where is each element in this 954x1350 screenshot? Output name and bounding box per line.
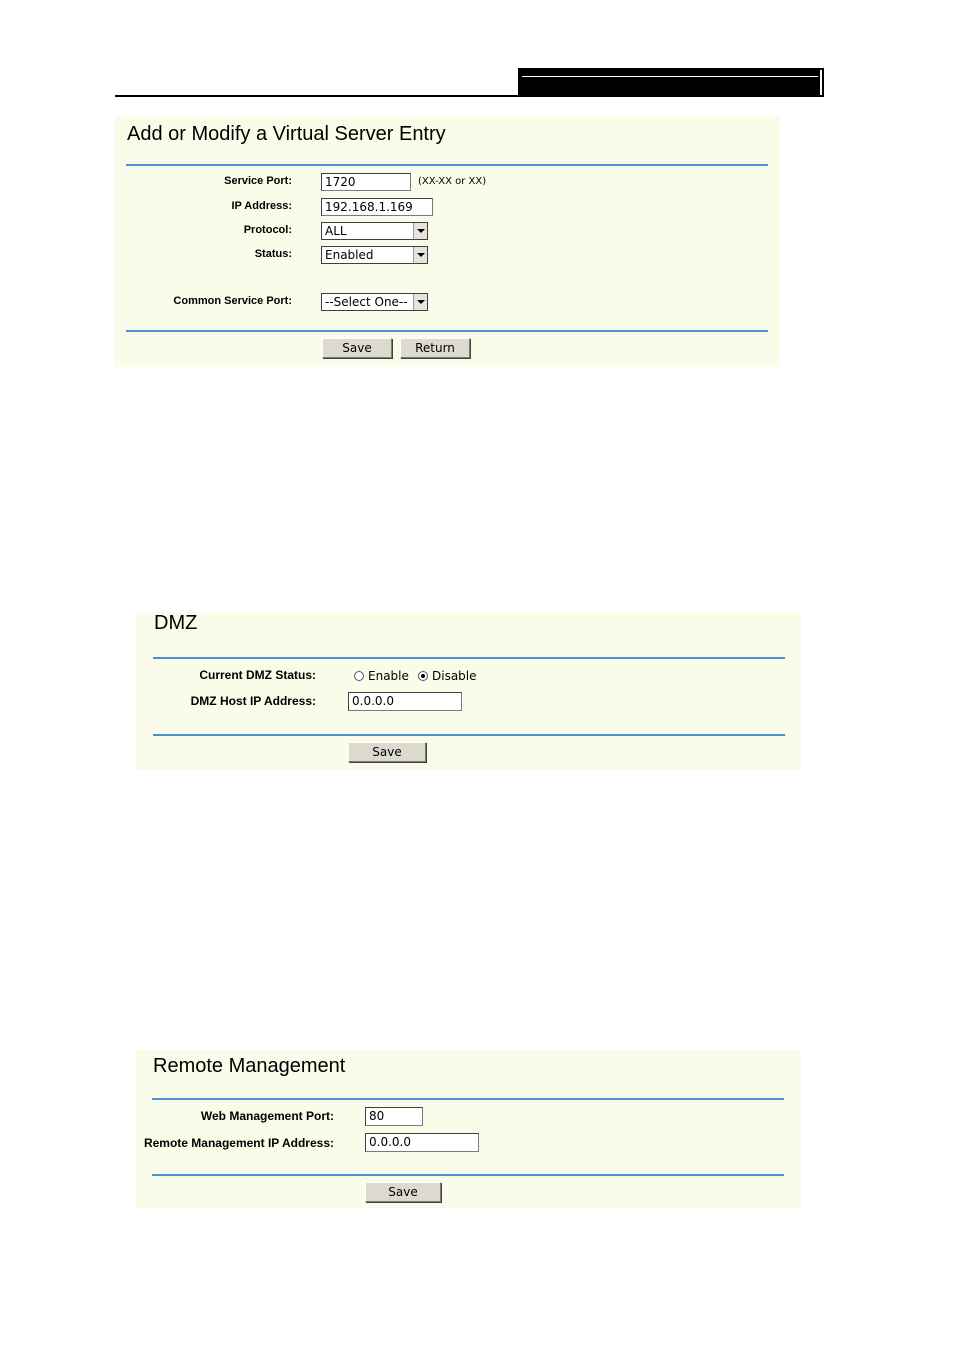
top-divider [126,164,768,166]
remote-management-ip-label: Remote Management IP Address: [143,1136,334,1150]
dmz-title: DMZ [154,612,198,634]
remote-management-panel [136,1050,801,1208]
protocol-label: Protocol: [243,224,292,236]
web-management-port-input[interactable]: 80 [365,1107,423,1126]
save-button[interactable]: Save [365,1182,441,1202]
bottom-divider [153,734,785,736]
virtual-server-title: Add or Modify a Virtual Server Entry [127,123,446,145]
chevron-down-icon[interactable] [413,294,427,310]
common-service-port-label: Common Service Port: [173,295,292,307]
bottom-divider [126,330,768,332]
remote-management-ip-input[interactable]: 0.0.0.0 [365,1133,479,1152]
dmz-host-ip-input[interactable]: 0.0.0.0 [348,692,462,711]
bottom-divider [152,1174,784,1176]
web-management-port-label: Web Management Port: [200,1109,334,1123]
dmz-enable-radio[interactable] [354,671,364,681]
header-bar-edge [820,70,822,95]
ip-address-input[interactable]: 192.168.1.169 [321,198,433,216]
ip-address-label: IP Address: [231,200,292,212]
return-button[interactable]: Return [400,338,470,358]
dmz-panel [136,612,801,770]
service-port-label: Service Port: [224,175,292,187]
service-port-hint: (XX-XX or XX) [418,176,487,187]
header-bar [518,68,824,97]
chevron-down-icon[interactable] [413,247,427,263]
remote-management-title: Remote Management [153,1055,346,1077]
save-button[interactable]: Save [322,338,392,358]
protocol-select-value: ALL [325,224,347,238]
common-service-port-select[interactable] [321,293,428,311]
chevron-down-icon[interactable] [413,223,427,239]
status-label: Status: [254,248,292,260]
top-divider [153,657,785,659]
dmz-disable-label: Disable [432,669,477,683]
top-divider [152,1098,784,1100]
save-button[interactable]: Save [348,742,426,762]
service-port-input[interactable]: 1720 [321,173,411,191]
protocol-select[interactable] [321,222,428,240]
virtual-server-panel [115,116,780,367]
header-bar-inner-line [522,76,818,77]
dmz-host-ip-label: DMZ Host IP Address: [190,694,316,708]
status-select-value: Enabled [325,248,374,262]
header-rule [115,95,519,97]
status-select[interactable] [321,246,428,264]
common-service-port-value: --Select One-- [325,295,408,309]
dmz-status-label: Current DMZ Status: [199,668,316,682]
dmz-disable-radio[interactable] [418,671,428,681]
dmz-enable-label: Enable [368,669,409,683]
